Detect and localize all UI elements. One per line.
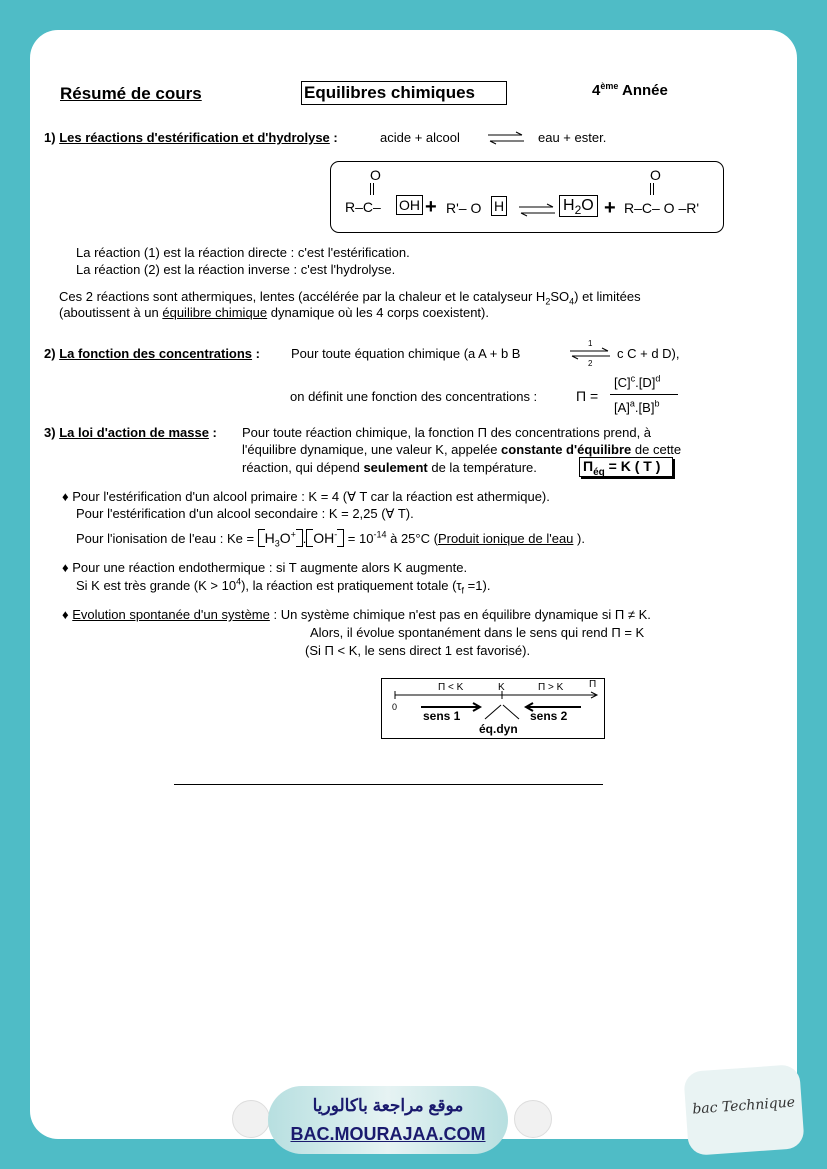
header-left: Résumé de cours (60, 84, 202, 103)
fraction-denominator: $[A]^a.[B]^b$ (614, 398, 660, 415)
bullet-1-line3: Pour l'ionisation de l'eau : $Ke = H_3O^+$ . $OH^- = 10^{-14}$ à 25°C (Produit ionique de l'eau ). (76, 529, 585, 549)
diagram-k: K (498, 682, 505, 693)
bullet-2-line2: Si K est très grande $(K > 10^4)$, la réaction est pratiquement totale $(\tau_f =1)$. (76, 576, 491, 596)
arrow-label-1: 1 (588, 339, 593, 348)
left-logo (232, 1100, 270, 1138)
scheme-h: H (491, 196, 507, 216)
s2-text-end: c C + d D), (617, 346, 680, 361)
s1-line2: La réaction (2) est la réaction inverse : c'est l'hydrolyse. (76, 262, 396, 277)
s1-paragraph-1: Ces 2 réactions sont athermiques, lentes (accélérée par la chaleur et le catalyseur $H_2SO_4$) et limitées (59, 289, 641, 307)
diagram-zero: 0 (392, 702, 398, 712)
diagram-pi: Π (589, 679, 597, 690)
bullet-2-line1: ♦ Pour une réaction endothermique : si T augmente alors K augmente. (62, 560, 468, 575)
equilibrium-arrows-icon (486, 131, 526, 145)
header-right: 4ème Année (592, 81, 668, 99)
section-1-heading: 1) Les réactions d'estérification et d'hydrolyse : (44, 130, 338, 145)
fraction-bar (610, 394, 678, 395)
s1-line1: La réaction (1) est la réaction directe : c'est l'estérification. (76, 245, 410, 260)
esterification-scheme (330, 161, 724, 233)
diagram-eq-dyn: éq.dyn (479, 722, 518, 736)
header-title: Equilibres chimiques (301, 81, 507, 105)
bullet-3-line2: Alors, il évolue spontanément dans le sens qui rend Π = K (310, 625, 645, 640)
scheme-arrows-icon (517, 203, 557, 217)
bullet-3-line3: (Si Π < K, le sens direct 1 est favorisé). (305, 643, 531, 658)
diagram-sens1: sens 1 (423, 709, 461, 723)
s2-text: Pour toute équation chimique (a A + b B (291, 346, 521, 361)
diagram-lt: Π < K (438, 682, 464, 693)
double-bond-2 (650, 183, 654, 195)
bullet-3-line1: ♦ Evolution spontanée d'un système : Un système chimique n'est pas en équilibre dynamique si Π ≠ K. (62, 607, 651, 622)
scheme-r1: R–C– (345, 199, 381, 215)
pi-equals-k-text: $\Pi_{éq} = K$ ( T ) (583, 458, 661, 478)
s3-line1: Pour toute réaction chimique, la fonction Π des concentrations prend, à (242, 425, 652, 440)
scheme-o1: O (370, 167, 381, 183)
pi-equals: Π = (576, 388, 599, 404)
scheme-plus1: + (425, 196, 437, 218)
diagram-gt: Π > K (538, 682, 564, 693)
s3-line3: réaction, qui dépend seulement de la température. (242, 460, 537, 475)
scheme-o2: O (650, 167, 661, 183)
end-rule (174, 784, 603, 785)
footer-site-link[interactable]: BAC.MOURAJAA.COM (290, 1124, 486, 1144)
s3-line2: l'équilibre dynamique, une valeur K, appelée constante d'équilibre de cette (242, 442, 682, 457)
fraction-numerator: $[C]^c.[D]^d$ (614, 373, 661, 390)
s2-definition: on définit une fonction des concentrations : (290, 389, 538, 404)
scheme-plus2: + (604, 197, 616, 219)
badge-text: bac Technique (691, 1094, 796, 1118)
bullet-1-line2: Pour l'estérification d'un alcool secondaire : K = 2,25 (∀ T). (76, 506, 414, 521)
s1-equation-left: acide + alcool (380, 130, 460, 145)
diagram-sens2: sens 2 (530, 709, 568, 723)
section-3-heading: 3) La loi d'action de masse : (44, 425, 217, 440)
s1-paragraph-2: (aboutissent à un équilibre chimique dynamique où les 4 corps coexistent). (59, 305, 489, 320)
arrow-label-2: 2 (588, 359, 593, 368)
scheme-oh: OH (396, 195, 423, 215)
double-bond (370, 183, 374, 195)
bullet-1-line1: ♦ Pour l'estérification d'un alcool primaire : K = 4 (∀ T car la réaction est athermique). (62, 489, 550, 504)
scheme-r2: R'– O (446, 200, 482, 216)
right-logo (514, 1100, 552, 1138)
footer-arabic: موقع مراجعة باكالوريا (312, 1096, 464, 1115)
footer-banner[interactable] (268, 1086, 508, 1154)
scheme-r3: R–C– O –R' (624, 200, 700, 216)
section-2-heading: 2) La fonction des concentrations : (44, 346, 260, 361)
scheme-h2o: $H_2O$ (559, 195, 598, 217)
bac-technique-badge (683, 1064, 805, 1156)
s1-equation-right: eau + ester. (538, 130, 607, 145)
